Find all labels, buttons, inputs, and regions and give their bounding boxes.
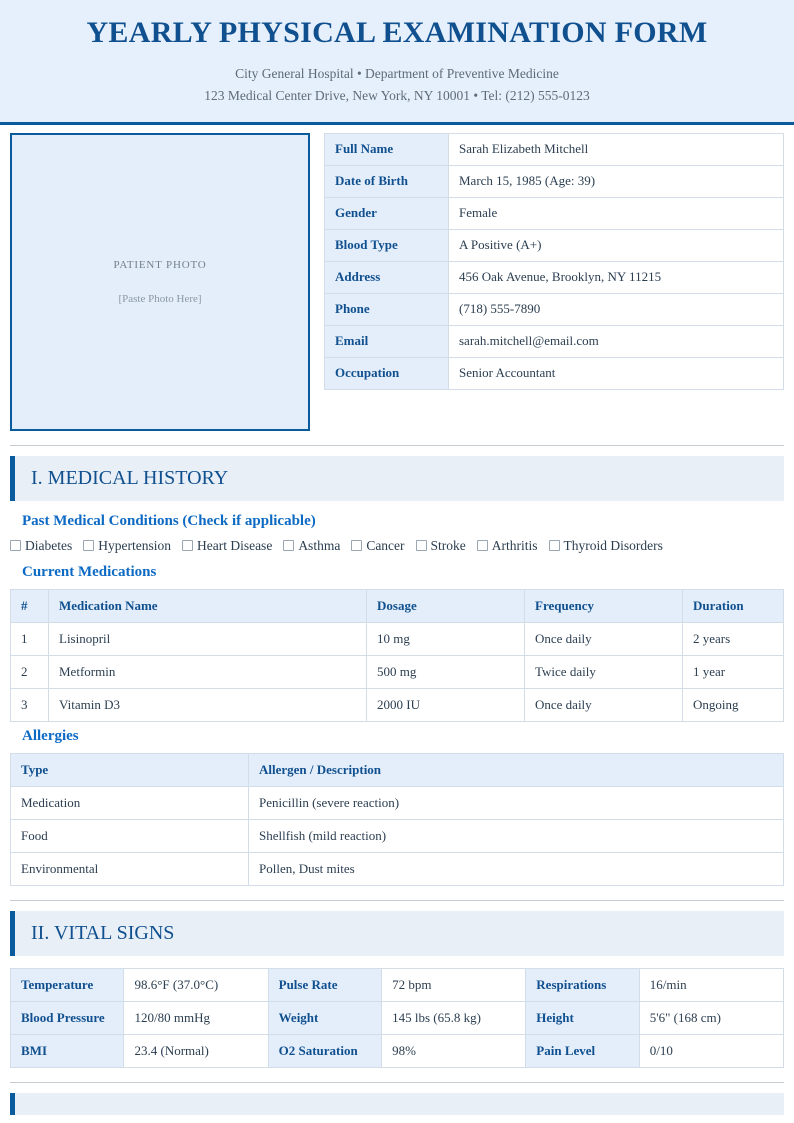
checkbox-item-thyroid-disorders[interactable] bbox=[549, 538, 663, 554]
patient-info-label: Phone bbox=[325, 293, 449, 325]
cell-medication[interactable]: Vitamin D3 bbox=[49, 688, 367, 721]
vital-value[interactable]: 98.6°F (37.0°C) bbox=[124, 968, 268, 1001]
patient-photo-hint: [Paste Photo Here] bbox=[118, 292, 202, 305]
checkbox-item-heart-disease[interactable] bbox=[182, 538, 272, 554]
cell-index: 3 bbox=[11, 688, 49, 721]
checkbox-item-diabetes[interactable] bbox=[10, 538, 72, 554]
cell-duration[interactable]: 2 years bbox=[683, 622, 784, 655]
section-divider bbox=[10, 1082, 784, 1083]
column-header-duration: Duration bbox=[683, 589, 784, 622]
checkbox-label: Hypertension bbox=[98, 537, 171, 553]
patient-info-label: Date of Birth bbox=[325, 165, 449, 197]
table-row bbox=[325, 197, 784, 229]
current-medications-table bbox=[10, 589, 784, 722]
column-header-frequency: Frequency bbox=[525, 589, 683, 622]
patient-info-table bbox=[324, 133, 784, 390]
table-row bbox=[11, 852, 784, 885]
patient-info-value[interactable]: March 15, 1985 (Age: 39) bbox=[449, 165, 784, 197]
subheading-allergies: Allergies bbox=[22, 727, 79, 744]
patient-info-value[interactable]: Senior Accountant bbox=[449, 357, 784, 389]
cell-allergy-description[interactable]: Pollen, Dust mites bbox=[249, 852, 784, 885]
table-body bbox=[11, 968, 784, 1067]
checkbox-label: Stroke bbox=[430, 537, 466, 553]
cell-allergy-type[interactable]: Food bbox=[11, 819, 249, 852]
checkbox-item-stroke[interactable] bbox=[416, 538, 466, 554]
checkbox-icon[interactable] bbox=[283, 540, 294, 551]
column-header-medication: Medication Name bbox=[49, 589, 367, 622]
checkbox-icon[interactable] bbox=[83, 540, 94, 551]
patient-info-value[interactable]: (718) 555-7890 bbox=[449, 293, 784, 325]
table-row bbox=[11, 1034, 784, 1067]
vital-value[interactable]: 145 lbs (65.8 kg) bbox=[382, 1001, 526, 1034]
table-row bbox=[325, 357, 784, 389]
table-row bbox=[325, 261, 784, 293]
table-row bbox=[11, 1001, 784, 1034]
checkbox-icon[interactable] bbox=[10, 540, 21, 551]
cell-index: 2 bbox=[11, 655, 49, 688]
cell-frequency[interactable]: Once daily bbox=[525, 622, 683, 655]
section-header-vital-signs bbox=[10, 911, 784, 956]
table-row bbox=[11, 688, 784, 721]
patient-info-value[interactable]: Female bbox=[449, 197, 784, 229]
checkbox-item-cancer[interactable] bbox=[351, 538, 404, 554]
vital-label: Respirations bbox=[526, 968, 639, 1001]
vital-value[interactable]: 5'6" (168 cm) bbox=[639, 1001, 783, 1034]
table-header-row bbox=[11, 753, 784, 786]
vital-label: Blood Pressure bbox=[11, 1001, 124, 1034]
section-divider bbox=[10, 900, 784, 901]
column-header-index: # bbox=[11, 589, 49, 622]
page-title: YEARLY PHYSICAL EXAMINATION FORM bbox=[86, 16, 708, 49]
cell-index: 1 bbox=[11, 622, 49, 655]
patient-info-value[interactable]: 456 Oak Avenue, Brooklyn, NY 11215 bbox=[449, 261, 784, 293]
column-header-type: Type bbox=[11, 753, 249, 786]
cell-allergy-description[interactable]: Shellfish (mild reaction) bbox=[249, 819, 784, 852]
subheading-current-medications: Current Medications bbox=[22, 563, 157, 580]
cell-medication[interactable]: Lisinopril bbox=[49, 622, 367, 655]
vital-label: Weight bbox=[268, 1001, 381, 1034]
column-header-dosage: Dosage bbox=[367, 589, 525, 622]
cell-dosage[interactable]: 2000 IU bbox=[367, 688, 525, 721]
organization-line-2: 123 Medical Center Drive, New York, NY 10001 • Tel: (212) 555-0123 bbox=[204, 88, 590, 104]
table-row bbox=[11, 786, 784, 819]
form-body bbox=[0, 125, 794, 1115]
table-row bbox=[325, 325, 784, 357]
checkbox-item-asthma[interactable] bbox=[283, 538, 340, 554]
vital-value[interactable]: 0/10 bbox=[639, 1034, 783, 1067]
checkbox-label: Asthma bbox=[298, 537, 341, 553]
section-title: II. VITAL SIGNS bbox=[31, 921, 175, 944]
patient-photo-placeholder[interactable] bbox=[10, 133, 310, 431]
patient-info-label: Email bbox=[325, 325, 449, 357]
vital-label: O2 Saturation bbox=[268, 1034, 381, 1067]
table-row bbox=[11, 819, 784, 852]
column-header-allergen: Allergen / Description bbox=[249, 753, 784, 786]
checkbox-icon[interactable] bbox=[182, 540, 193, 551]
vital-signs-table bbox=[10, 968, 784, 1068]
subheading-past-conditions: Past Medical Conditions (Check if applicable) bbox=[22, 512, 316, 529]
patient-info-label: Blood Type bbox=[325, 229, 449, 261]
cell-frequency[interactable]: Twice daily bbox=[525, 655, 683, 688]
table-head bbox=[11, 753, 784, 786]
vital-label: BMI bbox=[11, 1034, 124, 1067]
cell-frequency[interactable]: Once daily bbox=[525, 688, 683, 721]
cell-medication[interactable]: Metformin bbox=[49, 655, 367, 688]
patient-info-value[interactable]: sarah.mitchell@email.com bbox=[449, 325, 784, 357]
table-row bbox=[325, 165, 784, 197]
vital-label: Height bbox=[526, 1001, 639, 1034]
vital-label: Pulse Rate bbox=[268, 968, 381, 1001]
patient-info-body bbox=[325, 133, 784, 389]
checkbox-label: Thyroid Disorders bbox=[563, 537, 663, 553]
vital-label: Temperature bbox=[11, 968, 124, 1001]
checkbox-label: Arthritis bbox=[491, 537, 538, 553]
section-title: I. MEDICAL HISTORY bbox=[31, 466, 229, 489]
checkbox-icon[interactable] bbox=[351, 540, 362, 551]
patient-identification-block bbox=[10, 125, 784, 431]
section-header-medical-history bbox=[10, 456, 784, 501]
checkbox-icon[interactable] bbox=[477, 540, 488, 551]
table-row bbox=[325, 293, 784, 325]
patient-photo-label: PATIENT PHOTO bbox=[113, 258, 207, 271]
checkbox-icon[interactable] bbox=[416, 540, 427, 551]
cell-allergy-type[interactable]: Environmental bbox=[11, 852, 249, 885]
patient-info-label: Gender bbox=[325, 197, 449, 229]
cell-dosage[interactable]: 10 mg bbox=[367, 622, 525, 655]
patient-info-value[interactable]: A Positive (A+) bbox=[449, 229, 784, 261]
checkbox-item-hypertension[interactable] bbox=[83, 538, 171, 554]
cell-allergy-description[interactable]: Penicillin (severe reaction) bbox=[249, 786, 784, 819]
table-body bbox=[11, 622, 784, 721]
organization-line-1: City General Hospital • Department of Preventive Medicine bbox=[235, 66, 559, 81]
table-row bbox=[11, 655, 784, 688]
checkbox-icon[interactable] bbox=[549, 540, 560, 551]
cell-duration[interactable]: Ongoing bbox=[683, 688, 784, 721]
section-divider bbox=[10, 445, 784, 446]
table-body bbox=[11, 786, 784, 885]
patient-info-label: Address bbox=[325, 261, 449, 293]
cell-dosage[interactable]: 500 mg bbox=[367, 655, 525, 688]
vital-value[interactable]: 72 bpm bbox=[382, 968, 526, 1001]
past-conditions-checkbox-row bbox=[10, 538, 784, 554]
table-head bbox=[11, 589, 784, 622]
allergies-table bbox=[10, 753, 784, 886]
table-row bbox=[11, 968, 784, 1001]
table-row bbox=[11, 622, 784, 655]
section-header-next bbox=[10, 1093, 784, 1115]
cell-allergy-type[interactable]: Medication bbox=[11, 786, 249, 819]
checkbox-label: Cancer bbox=[366, 537, 405, 553]
table-header-row bbox=[11, 589, 784, 622]
patient-info-label: Full Name bbox=[325, 133, 449, 165]
checkbox-label: Diabetes bbox=[25, 537, 73, 553]
form-header-band bbox=[0, 0, 794, 125]
vital-label: Pain Level bbox=[526, 1034, 639, 1067]
vital-value[interactable]: 16/min bbox=[639, 968, 783, 1001]
vital-value[interactable]: 120/80 mmHg bbox=[124, 1001, 268, 1034]
vital-value[interactable]: 23.4 (Normal) bbox=[124, 1034, 268, 1067]
table-row bbox=[325, 133, 784, 165]
vital-value[interactable]: 98% bbox=[382, 1034, 526, 1067]
table-row bbox=[325, 229, 784, 261]
patient-info-value[interactable]: Sarah Elizabeth Mitchell bbox=[449, 133, 784, 165]
cell-duration[interactable]: 1 year bbox=[683, 655, 784, 688]
patient-info-label: Occupation bbox=[325, 357, 449, 389]
checkbox-item-arthritis[interactable] bbox=[477, 538, 538, 554]
checkbox-label: Heart Disease bbox=[196, 537, 273, 553]
